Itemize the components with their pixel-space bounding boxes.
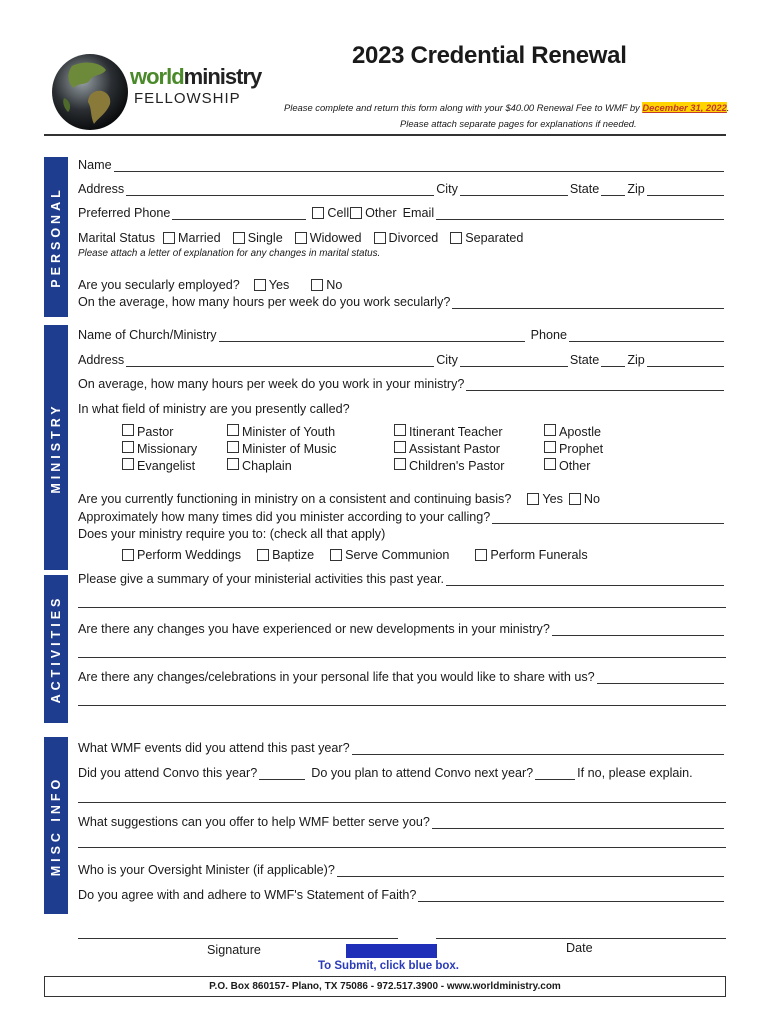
church-state-field[interactable] — [601, 354, 625, 367]
ministry-hours-question: On average, how many hours per week do you work in your ministry? — [78, 377, 465, 391]
times-field[interactable] — [492, 511, 724, 524]
instructions — [284, 102, 729, 113]
footer-contact: P.O. Box 860157- Plano, TX 75086 - 972.517.3900 - www.worldministry.com — [209, 981, 561, 992]
faith-row — [78, 888, 726, 902]
church-state-label: State — [569, 353, 600, 367]
times-row — [78, 510, 726, 524]
email-label: Email — [402, 206, 435, 220]
convo-explain-line[interactable] — [78, 802, 726, 803]
field-option: Pastor — [137, 425, 174, 439]
functioning-row — [78, 492, 612, 506]
suggestions-question: What suggestions can you offer to help WMF better serve you? — [78, 815, 430, 829]
church-city-label: City — [436, 353, 458, 367]
logo-word-ministry: ministry — [183, 64, 262, 89]
church-zip-label: Zip — [627, 353, 645, 367]
section-activities — [44, 575, 68, 723]
section-label-misc: MISC INFO — [49, 775, 63, 876]
cell-checkbox[interactable] — [312, 207, 324, 219]
ministry-hours-row — [78, 377, 726, 391]
church-address-row — [78, 353, 726, 367]
ministry-changes-row — [78, 622, 726, 636]
suggestions-line2[interactable] — [78, 847, 726, 848]
wmf-logo — [50, 52, 262, 132]
convo-explain: If no, please explain. — [577, 766, 693, 780]
separated-label: Separated — [465, 231, 524, 245]
other-phone-label: Other — [365, 206, 397, 220]
field-other-checkbox[interactable] — [544, 458, 556, 470]
personal-changes-field[interactable] — [597, 671, 724, 684]
duty-label: Perform Funerals — [490, 548, 588, 562]
oversight-question: Who is your Oversight Minister (if applicable)? — [78, 863, 335, 877]
personal-changes-line2[interactable] — [78, 705, 726, 706]
duties-row — [122, 548, 600, 562]
marital-note: Please attach a letter of explanation for any changes in marital status. — [78, 248, 381, 259]
functioning-no-checkbox[interactable] — [569, 493, 581, 505]
instruction-sub: Please attach separate pages for explanations if needed. — [400, 118, 637, 129]
require-row — [78, 527, 385, 541]
section-label-ministry: MINISTRY — [49, 401, 63, 494]
summary-field[interactable] — [446, 573, 724, 586]
summary-field-line2[interactable] — [78, 607, 726, 608]
field-option: Apostle — [559, 425, 602, 439]
divorced-checkbox[interactable] — [374, 232, 386, 244]
convo-field[interactable] — [259, 767, 305, 780]
funerals-checkbox[interactable] — [475, 549, 487, 561]
address-field[interactable] — [126, 183, 434, 196]
address-row — [78, 182, 726, 196]
deadline-date: December 31, 2022 — [642, 102, 727, 113]
summary-question: Please give a summary of your ministerial activities this past year. — [78, 572, 445, 586]
logo-word-fellowship: FELLOWSHIP — [134, 90, 241, 107]
date-line[interactable] — [436, 938, 726, 939]
field-youth-checkbox[interactable] — [227, 424, 239, 436]
functioning-yes-checkbox[interactable] — [527, 493, 539, 505]
baptize-checkbox[interactable] — [257, 549, 269, 561]
widowed-label: Widowed — [309, 231, 362, 245]
field-prophet-checkbox[interactable] — [544, 441, 556, 453]
city-field[interactable] — [460, 183, 568, 196]
functioning-yes-label: Yes — [542, 492, 563, 506]
church-row — [78, 328, 726, 342]
duty-label: Serve Communion — [345, 548, 450, 562]
field-apostle-checkbox[interactable] — [544, 424, 556, 436]
suggestions-field[interactable] — [432, 816, 724, 829]
field-missionary-checkbox[interactable] — [122, 441, 134, 453]
submit-instruction: To Submit, click blue box. — [318, 960, 459, 972]
section-label-personal: PERSONAL — [49, 186, 63, 288]
divorced-label: Divorced — [388, 231, 439, 245]
ministry-changes-question: Are there any changes you have experienced or new developments in your ministry? — [78, 622, 550, 636]
employed-yes-label: Yes — [268, 278, 290, 292]
functioning-question: Are you currently functioning in ministry on a consistent and continuing basis? — [78, 492, 512, 506]
employed-yes-checkbox[interactable] — [254, 279, 266, 291]
faith-field[interactable] — [418, 889, 724, 902]
field-childrens-checkbox[interactable] — [394, 458, 406, 470]
church-city-field[interactable] — [460, 354, 568, 367]
zip-field[interactable] — [647, 183, 724, 196]
communion-checkbox[interactable] — [330, 549, 342, 561]
instruction-text: Please complete and return this form along with your $40.00 Renewal Fee to WMF by — [284, 102, 643, 113]
duty-label: Perform Weddings — [137, 548, 242, 562]
ministry-changes-line2[interactable] — [78, 657, 726, 658]
oversight-field[interactable] — [337, 864, 724, 877]
convo-next-question: Do you plan to attend Convo next year? — [311, 766, 534, 780]
marital-row — [78, 231, 535, 245]
zip-label: Zip — [627, 182, 645, 196]
require-question: Does your ministry require you to: (check all that apply) — [78, 527, 386, 541]
field-question-row — [78, 402, 350, 416]
church-label: Name of Church/Ministry — [78, 328, 217, 342]
field-option: Prophet — [559, 442, 604, 456]
events-field[interactable] — [352, 742, 724, 755]
state-field[interactable] — [601, 183, 625, 196]
secular-hours-row — [78, 295, 726, 309]
name-label: Name — [78, 158, 112, 172]
secular-hours-field[interactable] — [452, 296, 724, 309]
single-label: Single — [247, 231, 283, 245]
field-pastor-checkbox[interactable] — [122, 424, 134, 436]
section-personal — [44, 157, 68, 317]
section-misc — [44, 737, 68, 914]
name-field[interactable] — [114, 159, 724, 172]
field-option: Children's Pastor — [409, 459, 505, 473]
marital-label: Marital Status — [78, 231, 155, 245]
times-question: Approximately how many times did you minister according to your calling? — [78, 510, 491, 524]
employed-no-checkbox[interactable] — [311, 279, 323, 291]
convo-next-field[interactable] — [535, 767, 575, 780]
field-assistant-checkbox[interactable] — [394, 441, 406, 453]
single-checkbox[interactable] — [233, 232, 245, 244]
church-phone-field[interactable] — [569, 329, 724, 342]
church-address-field[interactable] — [126, 354, 434, 367]
footer — [44, 976, 726, 997]
state-label: State — [569, 182, 600, 196]
summary-row — [78, 572, 726, 586]
ministry-hours-field[interactable] — [466, 378, 724, 391]
church-phone-label: Phone — [530, 328, 567, 342]
name-row — [78, 158, 726, 172]
address-label: Address — [78, 182, 125, 196]
field-option: Minister of Youth — [242, 425, 336, 439]
instruction-end: . — [726, 102, 730, 113]
cell-label: Cell — [327, 206, 350, 220]
duty-label: Baptize — [272, 548, 315, 562]
field-option: Itinerant Teacher — [409, 425, 503, 439]
signature-line[interactable] — [78, 938, 398, 939]
other-phone-checkbox[interactable] — [350, 207, 362, 219]
field-option: Minister of Music — [242, 442, 337, 456]
personal-changes-row — [78, 670, 726, 684]
personal-changes-question: Are there any changes/celebrations in your personal life that you would like to share with us? — [78, 670, 595, 684]
phone-field[interactable] — [172, 207, 306, 220]
secular-hours-question: On the average, how many hours per week do you work secularly? — [78, 295, 451, 309]
convo-row — [78, 766, 726, 780]
field-itinerant-checkbox[interactable] — [394, 424, 406, 436]
functioning-no-label: No — [583, 492, 600, 506]
married-label: Married — [178, 231, 221, 245]
events-row — [78, 741, 726, 755]
field-option: Other — [559, 459, 591, 473]
signature-label: Signature — [207, 943, 261, 957]
separated-checkbox[interactable] — [450, 232, 462, 244]
field-music-checkbox[interactable] — [227, 441, 239, 453]
convo-question: Did you attend Convo this year? — [78, 766, 258, 780]
suggestions-row — [78, 815, 726, 829]
weddings-checkbox[interactable] — [122, 549, 134, 561]
married-checkbox[interactable] — [163, 232, 175, 244]
field-option: Chaplain — [242, 459, 292, 473]
section-ministry — [44, 325, 68, 570]
employed-no-label: No — [326, 278, 343, 292]
field-chaplain-checkbox[interactable] — [227, 458, 239, 470]
date-label: Date — [566, 941, 593, 955]
field-option: Evangelist — [137, 459, 196, 473]
field-option: Assistant Pastor — [409, 442, 500, 456]
phone-label: Preferred Phone — [78, 206, 171, 220]
city-label: City — [436, 182, 458, 196]
events-question: What WMF events did you attend this past year? — [78, 741, 350, 755]
logo-word-world: world — [130, 64, 184, 89]
field-option: Missionary — [137, 442, 198, 456]
employed-question: Are you secularly employed? — [78, 278, 240, 292]
employed-row — [78, 278, 354, 292]
ministry-changes-field[interactable] — [552, 623, 724, 636]
email-field[interactable] — [436, 207, 724, 220]
church-address-label: Address — [78, 353, 125, 367]
church-zip-field[interactable] — [647, 354, 724, 367]
field-question: In what field of ministry are you presently called? — [78, 402, 350, 416]
faith-question: Do you agree with and adhere to WMF's Statement of Faith? — [78, 888, 417, 902]
submit-button[interactable] — [346, 944, 437, 958]
header-divider — [44, 134, 726, 136]
church-field[interactable] — [219, 329, 525, 342]
section-label-activities: ACTIVITIES — [49, 594, 63, 704]
oversight-row — [78, 863, 726, 877]
page-title: 2023 Credential Renewal — [352, 42, 627, 69]
widowed-checkbox[interactable] — [295, 232, 307, 244]
field-evangelist-checkbox[interactable] — [122, 458, 134, 470]
phone-row — [78, 206, 726, 220]
